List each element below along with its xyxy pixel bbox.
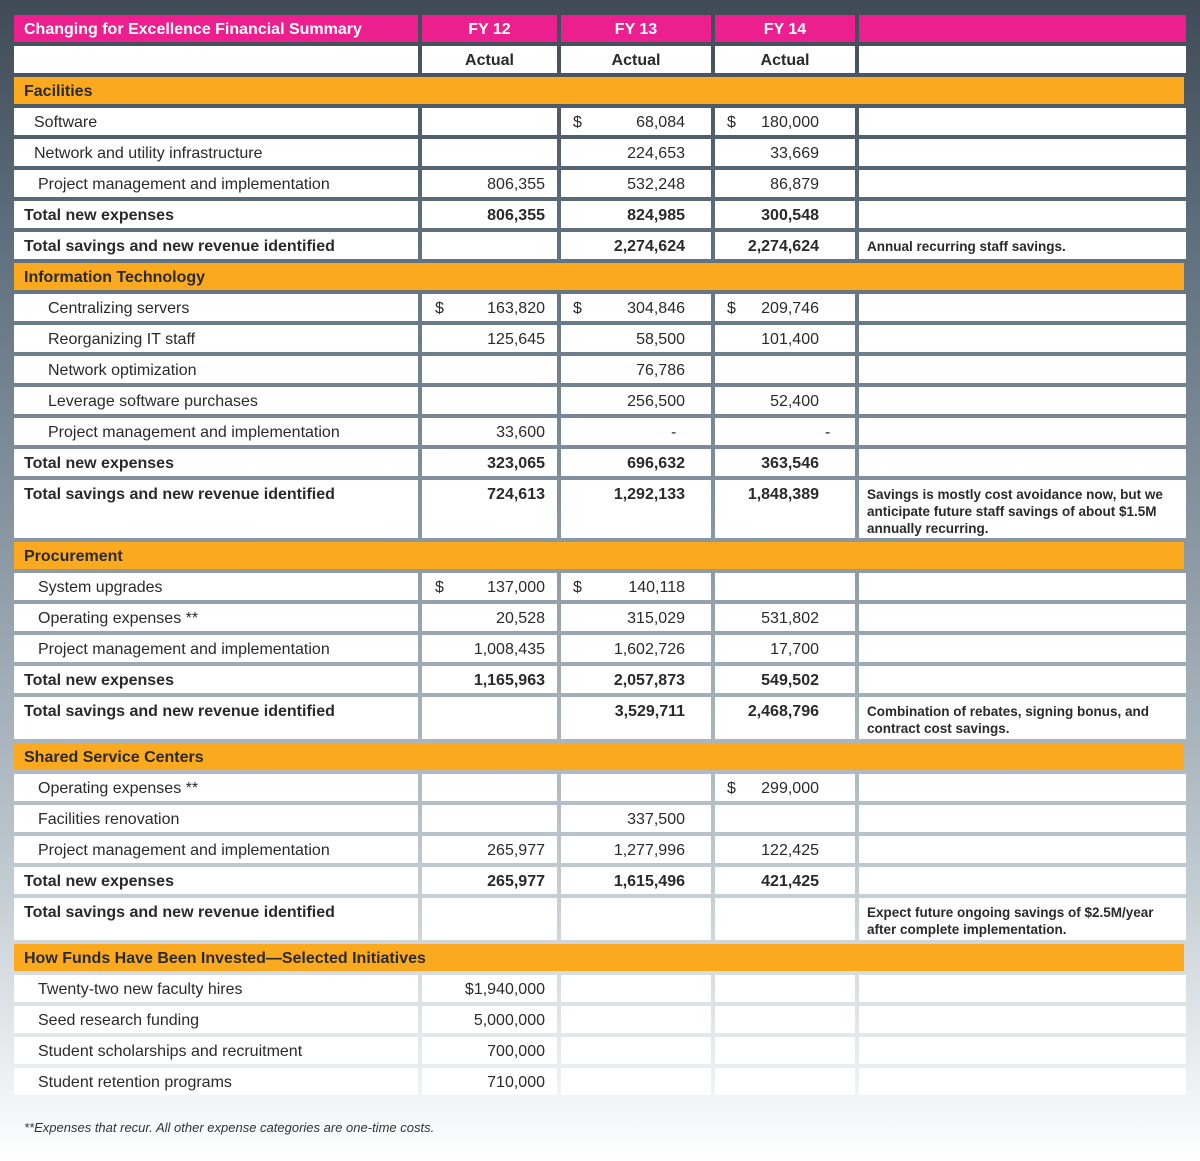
- table-row: [14, 170, 1184, 197]
- row-label: Project management and implementation: [14, 170, 418, 197]
- total-row: [14, 449, 1184, 476]
- subheader-notes: [859, 46, 1186, 73]
- cell-fy12: [422, 294, 557, 321]
- cell-note: Annual recurring staff savings.: [859, 232, 1186, 259]
- cell-note: [859, 201, 1186, 228]
- table-row: [14, 805, 1184, 832]
- cell-note: [859, 294, 1186, 321]
- section-information-technology: Information Technology: [14, 263, 1184, 290]
- total-row: [14, 480, 1184, 538]
- cell-fy12: $1,940,000: [422, 975, 557, 1002]
- value: 68,084: [636, 114, 685, 131]
- cell-fy13: [561, 573, 711, 600]
- total-row: [14, 201, 1184, 228]
- table-row: [14, 975, 1184, 1002]
- section-shared-service-centers: Shared Service Centers: [14, 743, 1184, 770]
- cell-fy13: 824,985: [561, 201, 711, 228]
- table-row: [14, 1006, 1184, 1033]
- table-row: [14, 294, 1184, 321]
- row-label: Total new expenses: [14, 201, 418, 228]
- row-label: Student scholarships and recruitment: [14, 1037, 418, 1064]
- cell-note: Savings is mostly cost avoidance now, but we anticipate future staff savings of about $1.5M annually recurring.: [859, 480, 1186, 538]
- cell-fy14: 549,502: [715, 666, 855, 693]
- cell-fy12: 125,645: [422, 325, 557, 352]
- value: 209,746: [761, 300, 819, 317]
- cell-fy14: [715, 975, 855, 1002]
- cell-note: [859, 573, 1186, 600]
- row-label: Seed research funding: [14, 1006, 418, 1033]
- cell-fy13: [561, 294, 711, 321]
- cell-fy13: 256,500: [561, 387, 711, 414]
- subheader-row: [14, 46, 1184, 73]
- row-label: Project management and implementation: [14, 418, 418, 445]
- actual-fy13: Actual: [561, 46, 711, 73]
- total-row: [14, 666, 1184, 693]
- cell-fy14: 363,546: [715, 449, 855, 476]
- cell-fy13: 2,274,624: [561, 232, 711, 259]
- cell-fy14: [715, 898, 855, 940]
- empty-dash: -: [825, 424, 831, 441]
- cell-fy14: 101,400: [715, 325, 855, 352]
- cell-fy12: 710,000: [422, 1068, 557, 1095]
- row-label: Twenty-two new faculty hires: [14, 975, 418, 1002]
- row-label: Total savings and new revenue identified: [14, 232, 418, 259]
- cell-note: [859, 604, 1186, 631]
- section-funds-invested: How Funds Have Been Invested—Selected Initiatives: [14, 944, 1184, 971]
- cell-note: [859, 867, 1186, 894]
- cell-fy12: [422, 573, 557, 600]
- cell-note: [859, 774, 1186, 801]
- subheader-blank: [14, 46, 418, 73]
- cell-fy12: 1,165,963: [422, 666, 557, 693]
- cell-fy12: 806,355: [422, 170, 557, 197]
- col-fy12: FY 12: [422, 15, 557, 42]
- footnote: **Expenses that recur. All other expense categories are one-time costs.: [24, 1120, 435, 1135]
- cell-note: [859, 805, 1186, 832]
- cell-fy12: 33,600: [422, 418, 557, 445]
- cell-note: [859, 108, 1186, 135]
- cell-fy14: [715, 294, 855, 321]
- currency-symbol: $: [727, 300, 736, 317]
- cell-fy14: [715, 356, 855, 383]
- cell-note: [859, 836, 1186, 863]
- cell-fy12: [422, 805, 557, 832]
- cell-fy13: 224,653: [561, 139, 711, 166]
- cell-fy13: [561, 1006, 711, 1033]
- row-label: Leverage software purchases: [14, 387, 418, 414]
- cell-fy12: 265,977: [422, 867, 557, 894]
- cell-note: [859, 1068, 1186, 1095]
- value: 299,000: [761, 780, 819, 797]
- total-row: [14, 867, 1184, 894]
- cell-note: [859, 170, 1186, 197]
- value: 180,000: [761, 114, 819, 131]
- cell-fy13: 2,057,873: [561, 666, 711, 693]
- currency-symbol: $: [435, 579, 444, 596]
- cell-fy14: 2,468,796: [715, 697, 855, 739]
- value: 140,118: [628, 579, 685, 596]
- cell-fy12: 1,008,435: [422, 635, 557, 662]
- cell-fy13: 1,615,496: [561, 867, 711, 894]
- cell-note: [859, 1006, 1186, 1033]
- row-label: Facilities renovation: [14, 805, 418, 832]
- cell-fy14: 52,400: [715, 387, 855, 414]
- col-fy14: FY 14: [715, 15, 855, 42]
- row-label: Project management and implementation: [14, 836, 418, 863]
- table-row: [14, 836, 1184, 863]
- total-row: [14, 697, 1184, 739]
- cell-note: [859, 1037, 1186, 1064]
- table-row: [14, 604, 1184, 631]
- cell-fy13: 1,602,726: [561, 635, 711, 662]
- cell-fy12: [422, 108, 557, 135]
- table-row: [14, 356, 1184, 383]
- financial-summary-table: [14, 15, 1184, 1099]
- cell-fy12: 265,977: [422, 836, 557, 863]
- table-row: [14, 418, 1184, 445]
- cell-fy13: 58,500: [561, 325, 711, 352]
- cell-fy14: 86,879: [715, 170, 855, 197]
- row-label: Network optimization: [14, 356, 418, 383]
- cell-note: Expect future ongoing savings of $2.5M/year after complete implementation.: [859, 898, 1186, 940]
- table-row: [14, 139, 1184, 166]
- table-title: Changing for Excellence Financial Summary: [14, 15, 418, 42]
- currency-symbol: $: [573, 114, 582, 131]
- cell-fy14: 122,425: [715, 836, 855, 863]
- currency-symbol: $: [727, 780, 736, 797]
- cell-fy12: [422, 697, 557, 739]
- cell-note: [859, 139, 1186, 166]
- row-label: Total new expenses: [14, 449, 418, 476]
- cell-fy12: 724,613: [422, 480, 557, 538]
- table-row: [14, 108, 1184, 135]
- row-label: Operating expenses **: [14, 774, 418, 801]
- empty-dash: -: [671, 424, 677, 441]
- table-row: [14, 1037, 1184, 1064]
- section-procurement: Procurement: [14, 542, 1184, 569]
- cell-fy14: [715, 774, 855, 801]
- row-label: Operating expenses **: [14, 604, 418, 631]
- row-label: Centralizing servers: [14, 294, 418, 321]
- cell-fy14: 2,274,624: [715, 232, 855, 259]
- currency-symbol: $: [727, 114, 736, 131]
- cell-fy14: 33,669: [715, 139, 855, 166]
- value: 304,846: [627, 300, 685, 317]
- header-row: [14, 15, 1184, 42]
- cell-note: [859, 418, 1186, 445]
- table-row: [14, 573, 1184, 600]
- cell-fy14: [715, 108, 855, 135]
- currency-symbol: $: [573, 579, 582, 596]
- cell-fy13: 76,786: [561, 356, 711, 383]
- cell-fy13: [561, 1037, 711, 1064]
- cell-fy13: 3,529,711: [561, 697, 711, 739]
- cell-fy14: 421,425: [715, 867, 855, 894]
- cell-fy14: [715, 1068, 855, 1095]
- col-fy13: FY 13: [561, 15, 711, 42]
- row-label: Network and utility infrastructure: [14, 139, 418, 166]
- cell-fy12: [422, 139, 557, 166]
- cell-fy14: [715, 418, 855, 445]
- value: 163,820: [487, 300, 545, 317]
- cell-note: [859, 325, 1186, 352]
- cell-fy13: 337,500: [561, 805, 711, 832]
- cell-fy14: 300,548: [715, 201, 855, 228]
- cell-fy13: 315,029: [561, 604, 711, 631]
- table-row: [14, 1068, 1184, 1095]
- cell-fy13: 1,292,133: [561, 480, 711, 538]
- cell-fy13: 1,277,996: [561, 836, 711, 863]
- cell-note: [859, 635, 1186, 662]
- cell-fy12: [422, 774, 557, 801]
- cell-note: [859, 449, 1186, 476]
- cell-fy13: [561, 898, 711, 940]
- cell-fy12: [422, 387, 557, 414]
- row-label: Total savings and new revenue identified: [14, 898, 418, 940]
- total-row: [14, 898, 1184, 940]
- cell-fy14: [715, 1037, 855, 1064]
- cell-note: [859, 975, 1186, 1002]
- cell-fy13: [561, 975, 711, 1002]
- row-label: Total new expenses: [14, 867, 418, 894]
- row-label: Total new expenses: [14, 666, 418, 693]
- col-notes: [859, 15, 1186, 42]
- section-facilities: Facilities: [14, 77, 1184, 104]
- row-label: Reorganizing IT staff: [14, 325, 418, 352]
- cell-note: [859, 356, 1186, 383]
- cell-fy14: 1,848,389: [715, 480, 855, 538]
- table-row: [14, 325, 1184, 352]
- cell-fy14: [715, 573, 855, 600]
- cell-note: [859, 666, 1186, 693]
- cell-fy13: [561, 418, 711, 445]
- value: 137,000: [487, 579, 545, 596]
- cell-fy14: [715, 1006, 855, 1033]
- actual-fy12: Actual: [422, 46, 557, 73]
- cell-fy13: 696,632: [561, 449, 711, 476]
- row-label: Project management and implementation: [14, 635, 418, 662]
- table-row: [14, 635, 1184, 662]
- row-label: Total savings and new revenue identified: [14, 480, 418, 538]
- cell-fy12: 20,528: [422, 604, 557, 631]
- cell-fy12: 700,000: [422, 1037, 557, 1064]
- cell-fy13: [561, 774, 711, 801]
- cell-fy12: 323,065: [422, 449, 557, 476]
- currency-symbol: $: [435, 300, 444, 317]
- cell-note: [859, 387, 1186, 414]
- table-row: [14, 387, 1184, 414]
- table-row: [14, 774, 1184, 801]
- row-label: System upgrades: [14, 573, 418, 600]
- cell-fy13: [561, 108, 711, 135]
- cell-fy12: [422, 356, 557, 383]
- cell-fy14: 531,802: [715, 604, 855, 631]
- row-label: Total savings and new revenue identified: [14, 697, 418, 739]
- cell-note: Combination of rebates, signing bonus, and contract cost savings.: [859, 697, 1186, 739]
- cell-fy13: 532,248: [561, 170, 711, 197]
- actual-fy14: Actual: [715, 46, 855, 73]
- cell-fy12: [422, 898, 557, 940]
- cell-fy12: 806,355: [422, 201, 557, 228]
- total-row: [14, 232, 1184, 259]
- row-label: Software: [14, 108, 418, 135]
- currency-symbol: $: [573, 300, 582, 317]
- cell-fy14: 17,700: [715, 635, 855, 662]
- row-label: Student retention programs: [14, 1068, 418, 1095]
- cell-fy12: 5,000,000: [422, 1006, 557, 1033]
- cell-fy14: [715, 805, 855, 832]
- cell-fy13: [561, 1068, 711, 1095]
- cell-fy12: [422, 232, 557, 259]
